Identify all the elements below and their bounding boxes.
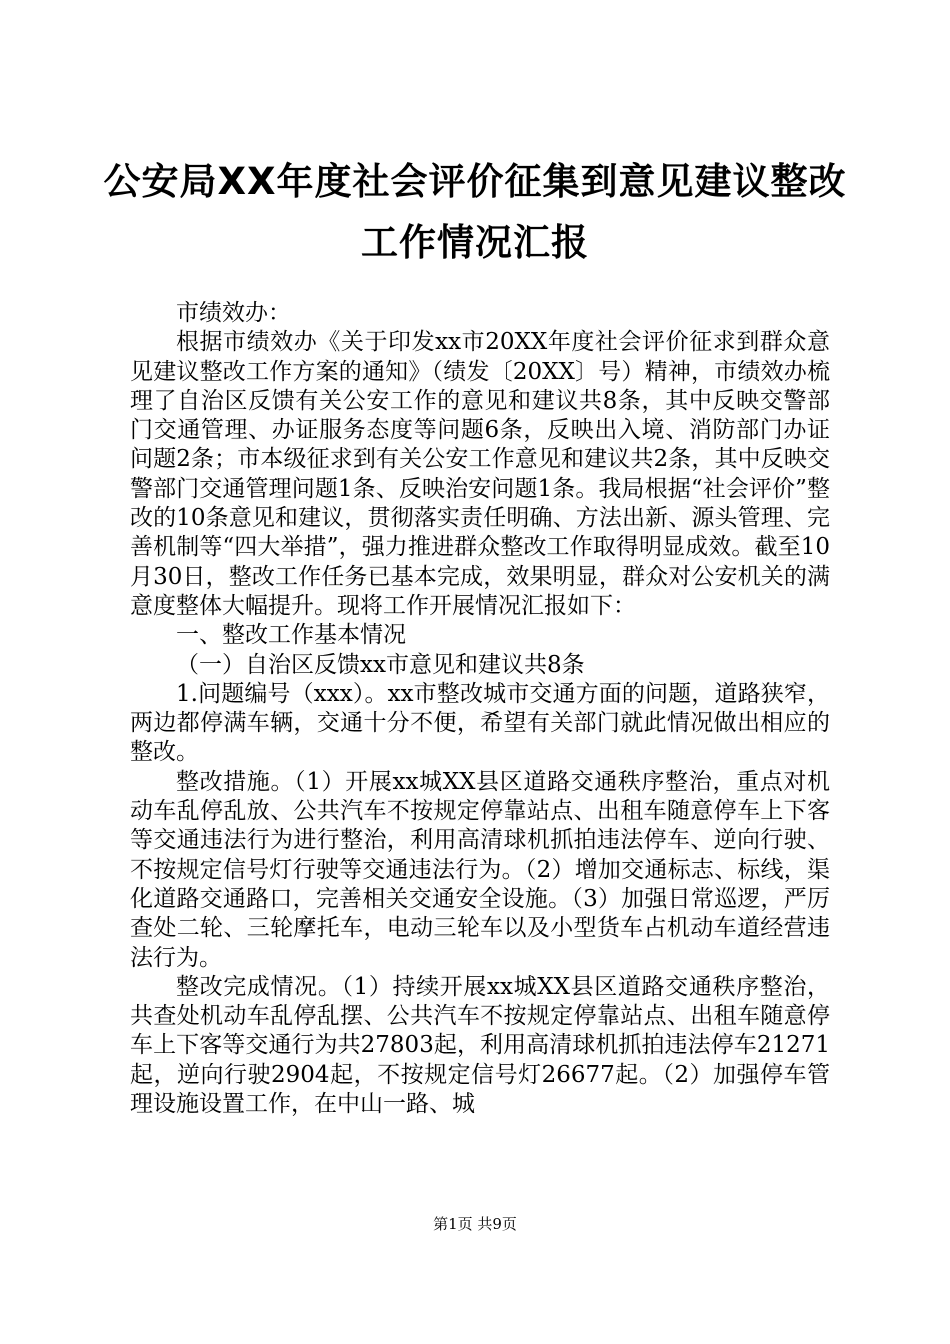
salutation: 市绩效办： [176, 300, 291, 326]
body-paragraph: 根据市绩效办《关于印发xx市20XX年度社会评价征求到群众意见建议整改工作方案的通知》（绩发〔20XX〕号）精神，市绩效办梳理了自治区反馈有关公安工作的意见和建议共8条，其中反映交警部门交通管理、办证服务态度等问题6条，反映出入境、消防部门办证问题2条；市本级征求到有关公安工作意见和建议共2条，其中反映交警部门交通管理问题1条、反映治安问题1条。我局根据“社会评价”整改的10条意见和建议，贯彻落实责任明确、方法出新、源头管理、完善机制等“四大举措”，强力推进群众整改工作取得明显成效。截至10月30日，整改工作任务已基本完成，效果明显，群众对公安机关的满意度整体大幅提升。现将工作开展情况汇报如下： [130, 329, 830, 619]
subsection-heading: （一）自治区反馈xx市意见和建议共8条 [176, 651, 585, 678]
document-title-line-1: 公安局XX年度社会评价征集到意见建议整改 [103, 160, 847, 203]
body-paragraph: 整改完成情况。（1）持续开展xx城XX县区道路交通秩序整治，共查处机动车乱停乱摆、公共汽车不按规定停靠站点、出租车随意停车上下客等交通行为共27803起，利用高清球机抓拍违法停车21271起，逆向行驶2904起，不按规定信号灯26677起。（2）加强停车管理设施设置工作，在中山一路、城 [130, 973, 830, 1118]
document-body [130, 299, 830, 1119]
body-paragraph: 1.问题编号（xxx）。xx市整改城市交通方面的问题，道路狭窄，两边都停满车辆，交通十分不便，希望有关部门就此情况做出相应的整改。 [130, 680, 830, 766]
page-footer: 第1页 共9页 [433, 1215, 517, 1233]
section-heading: 一、整改工作基本情况 [176, 622, 406, 649]
body-paragraph: 整改措施。（1）开展xx城XX县区道路交通秩序整治，重点对机动车乱停乱放、公共汽车不按规定停靠站点、出租车随意停车上下客等交通违法行为进行整治，利用高清球机抓拍违法停车、逆向行驶、不按规定信号灯行驶等交通违法行为。（2）增加交通标志、标线，渠化道路交通路口，完善相关交通安全设施。（3）加强日常巡逻，严厉查处二轮、三轮摩托车，电动三轮车以及小型货车占机动车道经营违法行为。 [130, 768, 830, 971]
document-title-line-2: 工作情况汇报 [361, 221, 589, 264]
